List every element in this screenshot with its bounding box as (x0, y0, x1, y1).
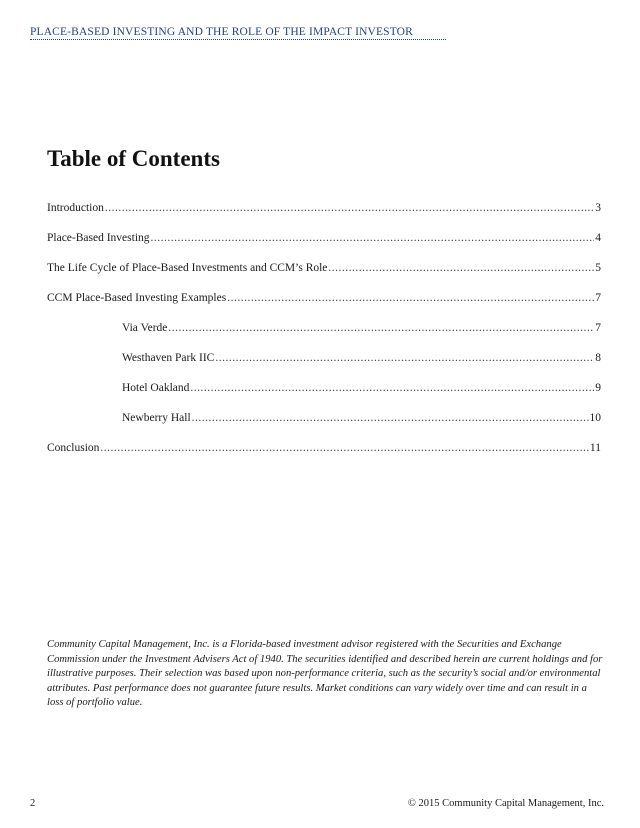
toc-entry-page: 8 (595, 352, 601, 364)
running-header: PLACE-BASED INVESTING AND THE ROLE OF THE IMPACT INVESTOR (30, 26, 446, 40)
toc-entry-label: Place-Based Investing (47, 232, 150, 244)
toc-entry-label: Conclusion (47, 442, 100, 454)
toc-entry-hotel-oakland[interactable] (47, 382, 601, 412)
toc-entry-westhaven-park[interactable] (47, 352, 601, 382)
toc-entry-label: Westhaven Park IIC (122, 352, 215, 364)
toc-entry-introduction[interactable] (47, 202, 601, 232)
dot-leader (227, 292, 594, 304)
toc-entry-page: 9 (595, 382, 601, 394)
toc-entry-page: 5 (595, 262, 601, 274)
dot-leader (190, 382, 594, 394)
dot-leader (215, 352, 594, 364)
dot-leader (151, 232, 595, 244)
toc-entry-label: CCM Place-Based Investing Examples (47, 292, 227, 304)
toc-entry-page: 11 (589, 442, 601, 454)
toc-entry-conclusion[interactable] (47, 442, 601, 472)
dot-leader (192, 412, 589, 424)
toc-entry-life-cycle[interactable] (47, 262, 601, 292)
toc-entry-page: 3 (595, 202, 601, 214)
page-number: 2 (30, 798, 36, 809)
toc-entry-label: Hotel Oakland (122, 382, 190, 394)
toc-entry-place-based-investing[interactable] (47, 232, 601, 262)
dot-leader (105, 202, 594, 214)
dot-leader (168, 322, 594, 334)
toc-entry-label: The Life Cycle of Place-Based Investments and CCM’s Role (47, 262, 328, 274)
copyright-notice: © 2015 Community Capital Management, Inc. (407, 798, 604, 809)
toc-entry-label: Via Verde (122, 322, 168, 334)
toc-entry-ccm-examples[interactable] (47, 292, 601, 322)
toc-entry-label: Newberry Hall (122, 412, 191, 424)
dot-leader (328, 262, 594, 274)
toc-entry-label: Introduction (47, 202, 104, 214)
toc-title: Table of Contents (47, 146, 220, 171)
toc-entry-via-verde[interactable] (47, 322, 601, 352)
toc-entry-page: 7 (595, 322, 601, 334)
disclaimer-text: Community Capital Management, Inc. is a Florida-based investment advisor registered with the Securities and Exchange Commission under the Investment Advisers Act of 1940. The securities identified and described herein are current holdings and for illustrative purposes. Their selection was based upon non-performance criteria, such as the security’s social and/or environmental attributes. Past performance does not guarantee future results. Market conditions can vary widely over time and can result in a loss of portfolio value. (47, 639, 603, 709)
table-of-contents (47, 202, 601, 472)
toc-entry-page: 10 (589, 412, 601, 424)
toc-entry-page: 4 (595, 232, 601, 244)
toc-entry-page: 7 (595, 292, 601, 304)
toc-entry-newberry-hall[interactable] (47, 412, 601, 442)
dot-leader (100, 442, 589, 454)
